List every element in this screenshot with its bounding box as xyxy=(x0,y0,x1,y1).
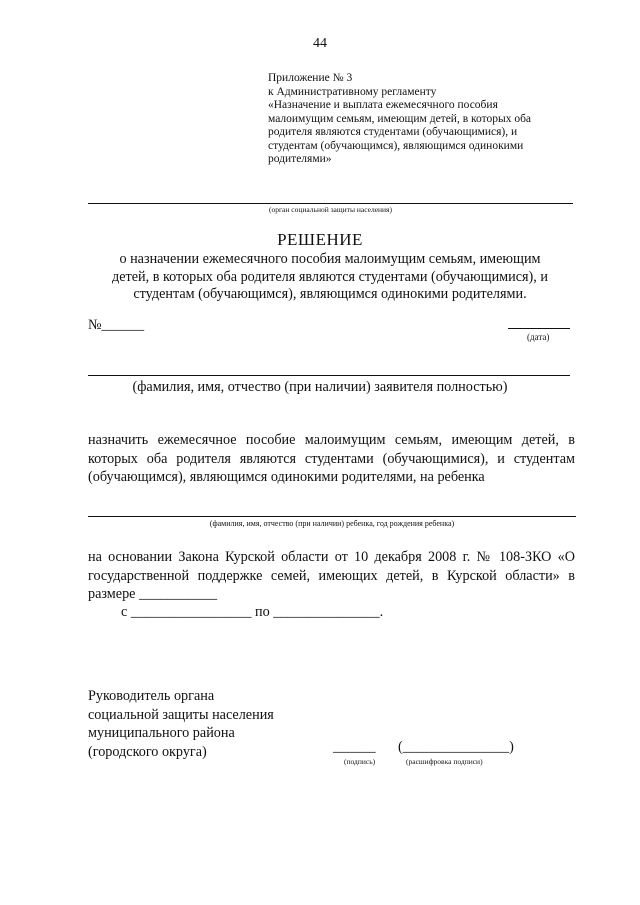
signature-field[interactable]: ______ xyxy=(333,739,376,755)
signatory-line: (городского округа) xyxy=(88,743,207,760)
signatory-line: Руководитель органа xyxy=(88,688,215,704)
period-line[interactable]: с _________________ по _______________. xyxy=(121,604,384,620)
appendix-line: студентам (обучающимся), являющимся одинокими xyxy=(268,139,524,152)
decision-title: РЕШЕНИЕ xyxy=(277,230,363,249)
assign-paragraph xyxy=(88,431,575,487)
date-line[interactable] xyxy=(508,328,570,329)
child-line[interactable] xyxy=(88,516,576,517)
applicant-line[interactable] xyxy=(88,375,570,376)
appendix-line: «Назначение и выплата ежемесячного пособия xyxy=(268,99,498,111)
appendix-line: малоимущим семьям, имеющим детей, в которых оба xyxy=(268,112,532,125)
appendix-line: к Административному регламенту xyxy=(268,85,437,98)
subtitle-line: о назначении ежемесячного пособия малоимущим семьям, имеющим xyxy=(119,251,541,267)
basis-line[interactable]: размере ___________ xyxy=(88,586,218,602)
basis-line: государственной поддержке семей, имеющих детей, в Курской области» в xyxy=(88,567,575,584)
basis-line: на основании Закона Курской области от 10 декабря 2008 г. № 108-ЗКО «О xyxy=(88,549,575,565)
page-number: 44 xyxy=(313,36,327,51)
subtitle-line: детей, в которых оба родителя являются студентами (обучающимися), и xyxy=(112,268,548,285)
subtitle-line: студентам (обучающимся), являющимся одинокими родителями. xyxy=(133,286,527,302)
signatory-block xyxy=(88,687,274,761)
appendix-line: родителями» xyxy=(268,153,332,165)
assign-line: (обучающимся), являющимся одинокими родителями, на ребенка xyxy=(88,469,485,485)
appendix-header xyxy=(268,72,588,167)
basis-paragraph xyxy=(88,548,575,604)
decoding-caption: (расшифровка подписи) xyxy=(406,757,483,766)
appendix-line: родителя являются студентами (обучающимися), и xyxy=(268,126,518,138)
assign-line: назначить ежемесячное пособие малоимущим семьям, имеющим детей, в xyxy=(88,432,575,448)
signatory-line: социальной защиты населения xyxy=(88,706,274,723)
decision-subtitle xyxy=(80,251,580,304)
authority-caption: (орган социальной защиты населения) xyxy=(268,205,393,214)
authority-line[interactable] xyxy=(88,203,573,204)
assign-line: которых оба родителя являются студентами (обучающимися), и студентам xyxy=(88,450,575,467)
appendix-line: Приложение № 3 xyxy=(268,72,353,84)
signature-decoding-field[interactable]: (_______________) xyxy=(398,739,514,755)
decision-number[interactable]: №______ xyxy=(88,317,145,333)
date-caption: (дата) xyxy=(527,332,550,342)
applicant-caption: (фамилия, имя, отчество (при наличии) заявителя полностью) xyxy=(132,379,508,395)
signatory-line: муниципального района xyxy=(88,725,235,741)
child-caption: (фамилия, имя, отчество (при наличии) ребенка, год рождения ребенка) xyxy=(209,519,455,528)
signature-caption: (подпись) xyxy=(344,757,376,766)
